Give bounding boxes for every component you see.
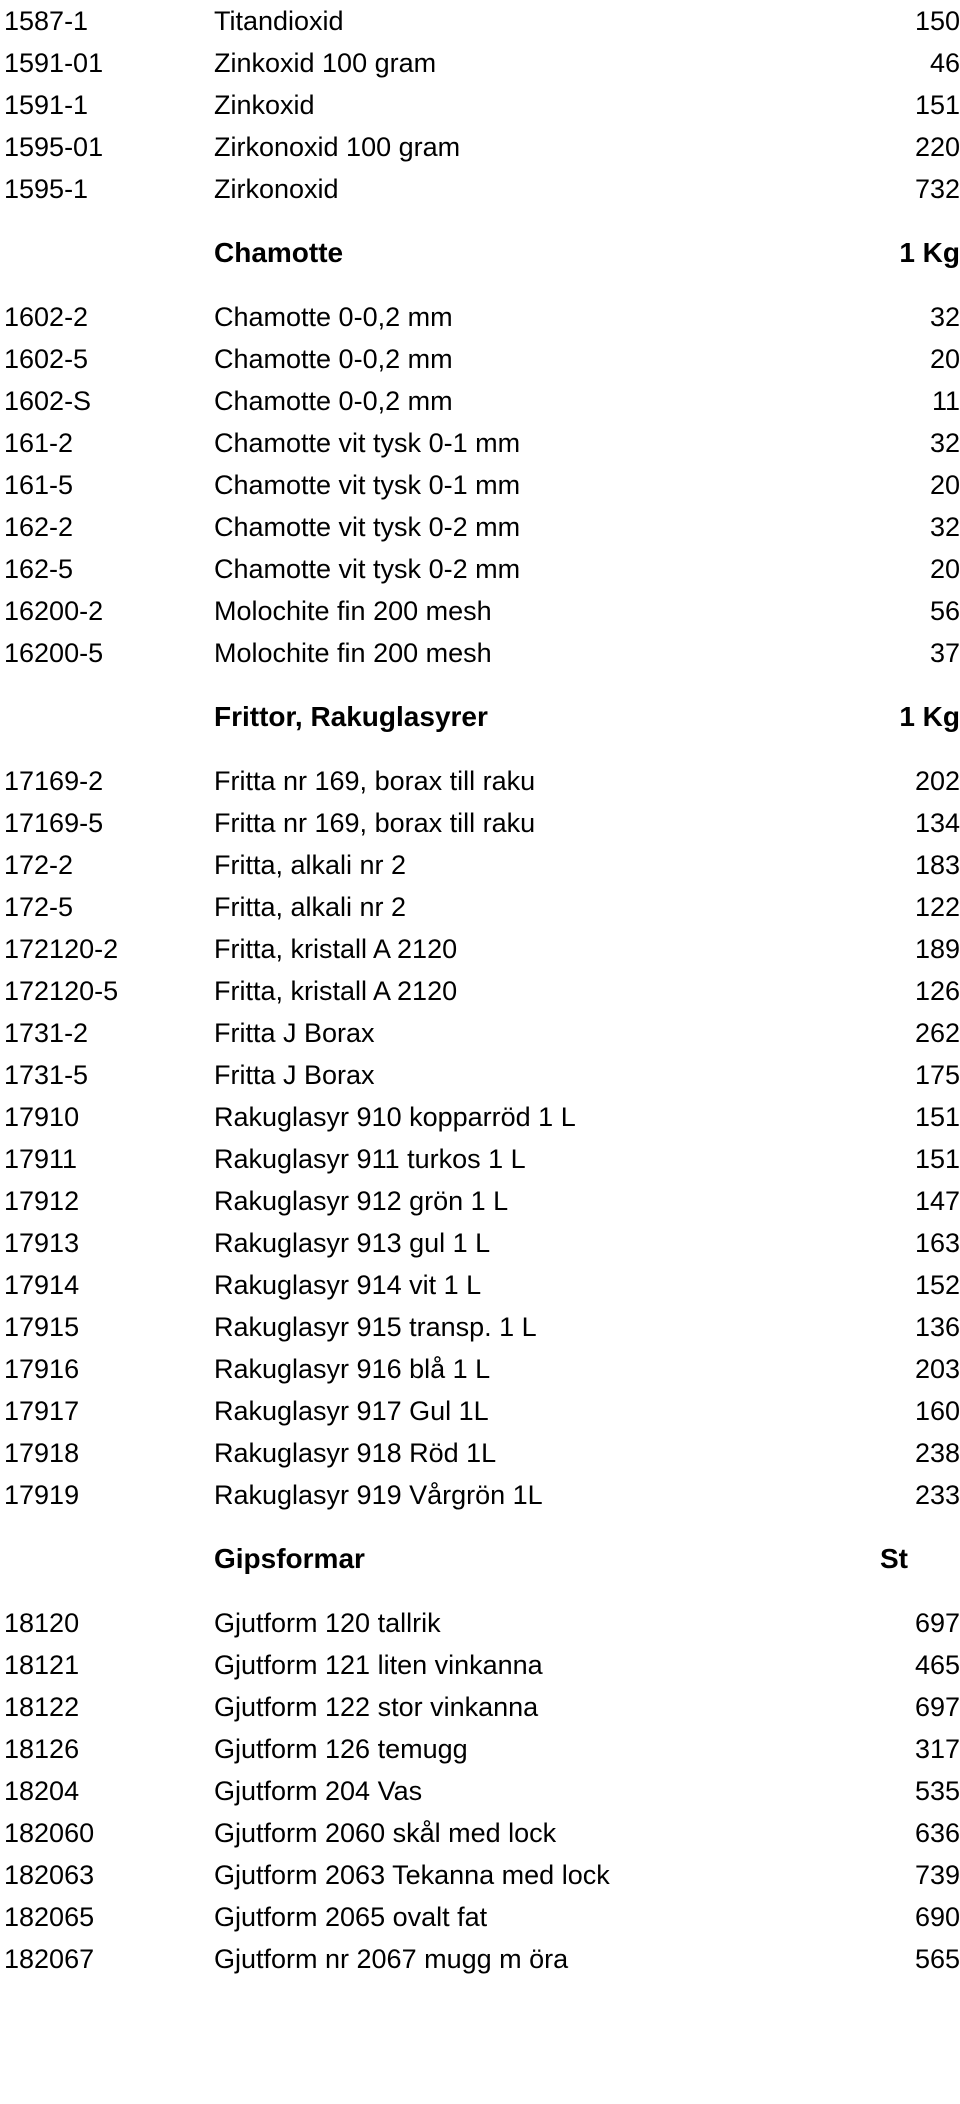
spacer	[0, 674, 960, 696]
item-code: 1602-2	[4, 302, 89, 332]
table-row	[0, 422, 960, 464]
table-row	[0, 1812, 960, 1854]
item-code: 17910	[4, 1102, 80, 1132]
table-row	[0, 1054, 960, 1096]
table-row	[0, 1348, 960, 1390]
item-code: 172-5	[4, 892, 74, 922]
table-row	[0, 168, 960, 210]
item-price: 37	[929, 638, 960, 668]
item-price: 636	[914, 1818, 960, 1848]
item-code: 17914	[4, 1270, 80, 1300]
section-title: Chamotte	[214, 237, 344, 268]
item-price: 203	[914, 1354, 960, 1384]
item-price: 175	[914, 1060, 960, 1090]
item-name: Fritta J Borax	[214, 1060, 375, 1090]
table-row	[0, 1138, 960, 1180]
item-price: 122	[914, 892, 960, 922]
item-code: 162-5	[4, 554, 74, 584]
table-row	[0, 1180, 960, 1222]
item-price: 697	[914, 1692, 960, 1722]
section-header	[0, 232, 960, 274]
table-row	[0, 1686, 960, 1728]
item-name: Chamotte 0-0,2 mm	[214, 386, 453, 416]
item-code: 17169-5	[4, 808, 104, 838]
table-row	[0, 844, 960, 886]
item-code: 17917	[4, 1396, 80, 1426]
item-name: Fritta J Borax	[214, 1018, 375, 1048]
item-code: 17911	[4, 1144, 78, 1174]
item-name: Zinkoxid	[214, 90, 315, 120]
item-price: 151	[914, 1144, 960, 1174]
table-row	[0, 1854, 960, 1896]
item-code: 1602-5	[4, 344, 89, 374]
item-code: 1595-01	[4, 132, 104, 162]
item-code: 17916	[4, 1354, 80, 1384]
section-title: Gipsformar	[214, 1543, 365, 1574]
spacer	[0, 274, 960, 296]
item-code: 172-2	[4, 850, 74, 880]
item-price: 151	[914, 1102, 960, 1132]
item-price: 183	[914, 850, 960, 880]
table-row	[0, 1896, 960, 1938]
item-code: 1731-5	[4, 1060, 89, 1090]
item-price: 690	[914, 1902, 960, 1932]
section-title: Frittor, Rakuglasyrer	[214, 701, 488, 732]
item-code: 162-2	[4, 512, 74, 542]
item-code: 17913	[4, 1228, 80, 1258]
table-row	[0, 126, 960, 168]
table-row	[0, 1938, 960, 1980]
item-name: Gjutform 2063 Tekanna med lock	[214, 1860, 610, 1890]
item-name: Gjutform 2065 ovalt fat	[214, 1902, 488, 1932]
table-row	[0, 296, 960, 338]
item-price: 565	[914, 1944, 960, 1974]
item-code: 161-5	[4, 470, 74, 500]
table-row	[0, 1390, 960, 1432]
item-price: 11	[931, 386, 960, 416]
table-row	[0, 802, 960, 844]
item-name: Fritta, alkali nr 2	[214, 892, 407, 922]
item-name: Molochite fin 200 mesh	[214, 638, 492, 668]
item-price: 136	[914, 1312, 960, 1342]
item-name: Rakuglasyr 916 blå 1 L	[214, 1354, 491, 1384]
item-price: 151	[914, 90, 960, 120]
item-code: 17912	[4, 1186, 80, 1216]
spacer	[0, 738, 960, 760]
table-row	[0, 1432, 960, 1474]
item-name: Fritta, alkali nr 2	[214, 850, 407, 880]
table-row	[0, 0, 960, 42]
table-row	[0, 1012, 960, 1054]
item-code: 16200-2	[4, 596, 104, 626]
item-name: Rakuglasyr 919 Vårgrön 1L	[214, 1480, 543, 1510]
item-price: 202	[914, 766, 960, 796]
table-row	[0, 970, 960, 1012]
item-name: Gjutform 2060 skål med lock	[214, 1818, 557, 1848]
item-name: Fritta, kristall A 2120	[214, 934, 458, 964]
item-price: 147	[914, 1186, 960, 1216]
item-price: 126	[914, 976, 960, 1006]
table-row	[0, 1728, 960, 1770]
item-price: 150	[914, 6, 960, 36]
item-name: Fritta nr 169, borax till raku	[214, 766, 536, 796]
item-code: 18121	[4, 1650, 80, 1680]
item-code: 1602-S	[4, 386, 92, 416]
item-name: Chamotte vit tysk 0-1 mm	[214, 428, 521, 458]
item-name: Gjutform 121 liten vinkanna	[214, 1650, 543, 1680]
item-code: 1591-01	[4, 48, 104, 78]
table-row	[0, 464, 960, 506]
item-code: 161-2	[4, 428, 74, 458]
item-price: 46	[929, 48, 960, 78]
item-name: Gjutform 122 stor vinkanna	[214, 1692, 539, 1722]
item-name: Zirkonoxid	[214, 174, 339, 204]
item-price: 152	[914, 1270, 960, 1300]
item-price: 32	[929, 428, 960, 458]
item-price: 20	[929, 554, 960, 584]
section-unit: St	[880, 1543, 908, 1574]
item-name: Fritta nr 169, borax till raku	[214, 808, 536, 838]
item-price: 732	[914, 174, 960, 204]
item-code: 18120	[4, 1608, 80, 1638]
item-name: Chamotte vit tysk 0-1 mm	[214, 470, 521, 500]
item-price: 238	[914, 1438, 960, 1468]
item-name: Gjutform 204 Vas	[214, 1776, 423, 1806]
item-name: Gjutform 126 temugg	[214, 1734, 468, 1764]
item-name: Rakuglasyr 912 grön 1 L	[214, 1186, 509, 1216]
item-code: 17918	[4, 1438, 80, 1468]
table-row	[0, 1644, 960, 1686]
item-name: Chamotte vit tysk 0-2 mm	[214, 554, 521, 584]
item-price: 160	[914, 1396, 960, 1426]
table-row	[0, 632, 960, 674]
item-name: Molochite fin 200 mesh	[214, 596, 492, 626]
table-row	[0, 1264, 960, 1306]
item-name: Chamotte vit tysk 0-2 mm	[214, 512, 521, 542]
table-row	[0, 84, 960, 126]
item-code: 182060	[4, 1818, 95, 1848]
item-name: Rakuglasyr 915 transp. 1 L	[214, 1312, 537, 1342]
item-name: Gjutform 120 tallrik	[214, 1608, 441, 1638]
item-price: 739	[914, 1860, 960, 1890]
table-row	[0, 590, 960, 632]
section-unit: 1 Kg	[899, 701, 960, 732]
item-code: 182065	[4, 1902, 95, 1932]
item-price: 262	[914, 1018, 960, 1048]
table-row	[0, 886, 960, 928]
item-code: 18126	[4, 1734, 80, 1764]
item-code: 17169-2	[4, 766, 104, 796]
table-row	[0, 1096, 960, 1138]
item-name: Rakuglasyr 913 gul 1 L	[214, 1228, 491, 1258]
item-name: Rakuglasyr 917 Gul 1L	[214, 1396, 489, 1426]
section-unit: 1 Kg	[899, 237, 960, 268]
table-row	[0, 1306, 960, 1348]
item-price: 56	[929, 596, 960, 626]
item-code: 18122	[4, 1692, 80, 1722]
item-code: 182063	[4, 1860, 95, 1890]
item-name: Rakuglasyr 910 kopparröd 1 L	[214, 1102, 576, 1132]
item-name: Zinkoxid 100 gram	[214, 48, 437, 78]
table-row	[0, 1474, 960, 1516]
item-price: 189	[914, 934, 960, 964]
item-code: 172120-5	[4, 976, 119, 1006]
item-name: Rakuglasyr 911 turkos 1 L	[214, 1144, 526, 1174]
spacer	[0, 1580, 960, 1602]
item-name: Gjutform nr 2067 mugg m öra	[214, 1944, 569, 1974]
item-name: Zirkonoxid 100 gram	[214, 132, 461, 162]
section-header	[0, 696, 960, 738]
table-row	[0, 380, 960, 422]
table-row	[0, 548, 960, 590]
item-code: 182067	[4, 1944, 95, 1974]
item-code: 17919	[4, 1480, 80, 1510]
item-code: 17915	[4, 1312, 80, 1342]
spacer	[0, 1516, 960, 1538]
item-price: 20	[929, 470, 960, 500]
table-row	[0, 338, 960, 380]
item-price: 134	[914, 808, 960, 838]
item-price: 697	[914, 1608, 960, 1638]
item-price: 32	[929, 512, 960, 542]
item-price: 32	[929, 302, 960, 332]
item-price: 20	[929, 344, 960, 374]
item-name: Rakuglasyr 914 vit 1 L	[214, 1270, 482, 1300]
item-name: Chamotte 0-0,2 mm	[214, 344, 453, 374]
item-code: 1731-2	[4, 1018, 89, 1048]
item-code: 172120-2	[4, 934, 119, 964]
item-name: Fritta, kristall A 2120	[214, 976, 458, 1006]
table-row	[0, 506, 960, 548]
item-code: 16200-5	[4, 638, 104, 668]
item-price: 535	[914, 1776, 960, 1806]
item-price: 233	[914, 1480, 960, 1510]
table-row	[0, 42, 960, 84]
table-row	[0, 760, 960, 802]
item-name: Titandioxid	[214, 6, 344, 36]
item-price: 465	[914, 1650, 960, 1680]
item-code: 1591-1	[4, 90, 89, 120]
item-code: 1595-1	[4, 174, 89, 204]
item-price: 163	[914, 1228, 960, 1258]
table-row	[0, 1222, 960, 1264]
table-row	[0, 1770, 960, 1812]
item-name: Chamotte 0-0,2 mm	[214, 302, 453, 332]
item-code: 18204	[4, 1776, 80, 1806]
spacer	[0, 210, 960, 232]
table-row	[0, 1602, 960, 1644]
table-row	[0, 928, 960, 970]
item-name: Rakuglasyr 918 Röd 1L	[214, 1438, 497, 1468]
item-price: 317	[914, 1734, 960, 1764]
item-price: 220	[914, 132, 960, 162]
item-code: 1587-1	[4, 6, 89, 36]
section-header	[0, 1538, 960, 1580]
